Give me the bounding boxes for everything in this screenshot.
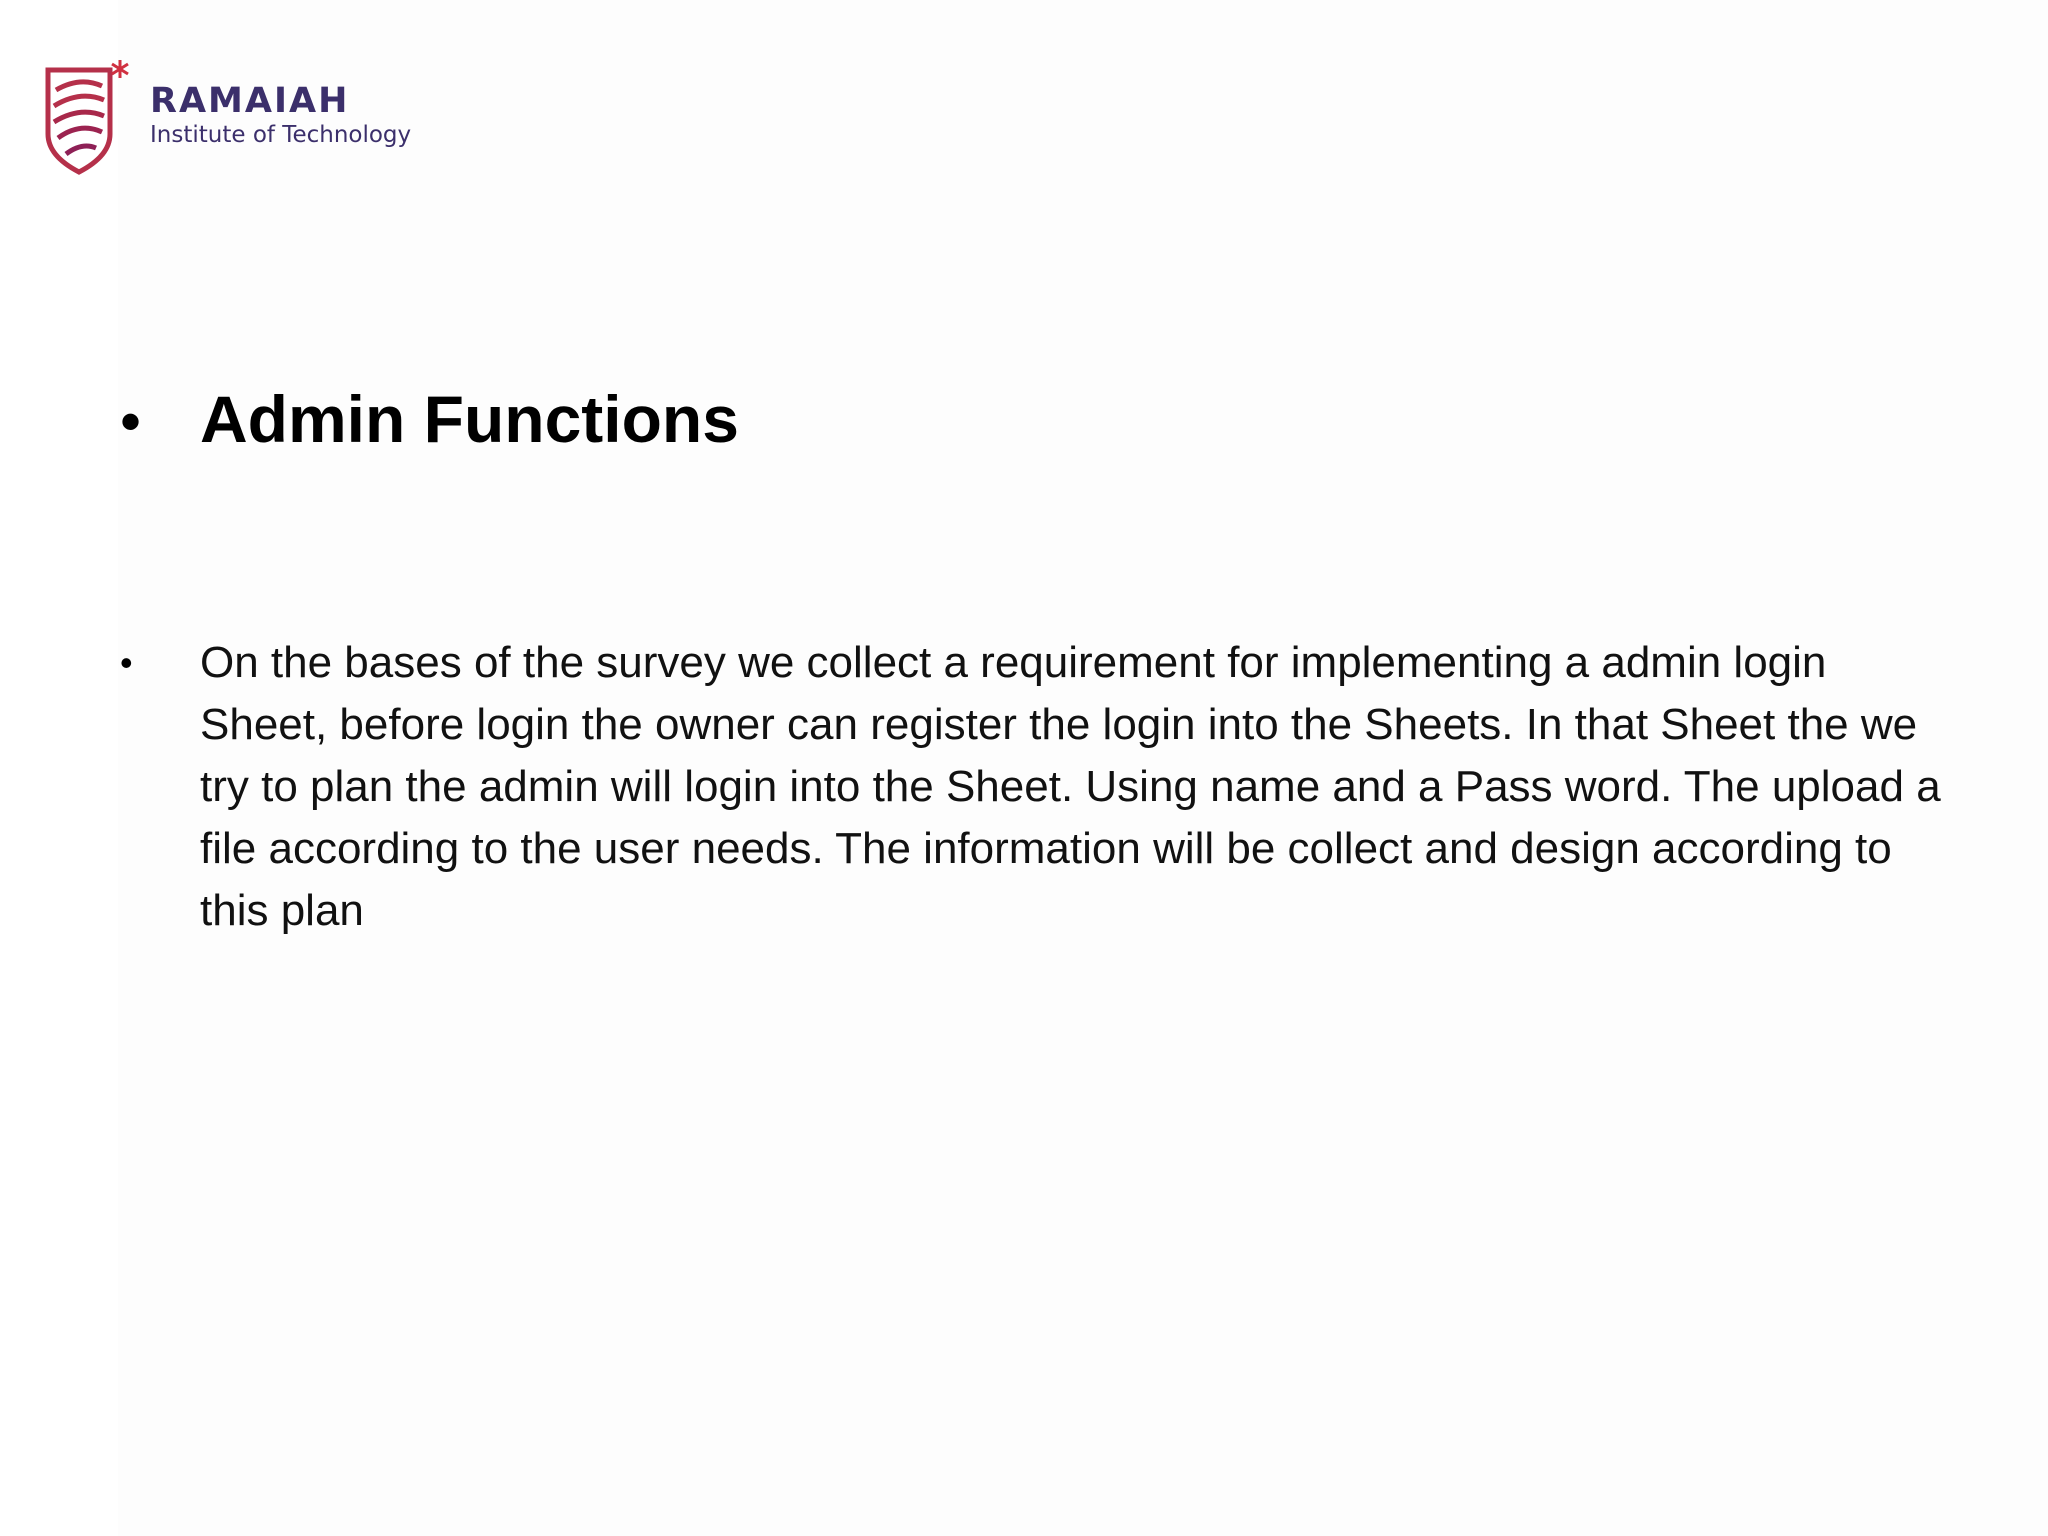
logo-subtitle: Institute of Technology bbox=[150, 122, 412, 149]
heading-bullet-item bbox=[120, 380, 739, 459]
institute-logo bbox=[40, 56, 411, 176]
slide-left-band bbox=[0, 0, 118, 1536]
slide-heading: Admin Functions bbox=[200, 382, 739, 456]
logo-text bbox=[150, 82, 411, 150]
heading-bullet: • bbox=[120, 388, 142, 455]
institute-logo-icon bbox=[40, 56, 136, 176]
logo-name: RAMAIAH bbox=[150, 80, 350, 121]
body-bullet: • bbox=[120, 642, 133, 683]
body-bullet-item bbox=[120, 632, 1960, 942]
body-paragraph: On the bases of the survey we collect a requirement for implementing a admin login Sheet, before login the owner can register the login into the Sheets. In that Sheet the we try to plan the admin will login into the Sheet. Using name and a Pass word. The upload a file according to the user needs. The information will be collect and design according to this plan bbox=[200, 638, 1941, 935]
